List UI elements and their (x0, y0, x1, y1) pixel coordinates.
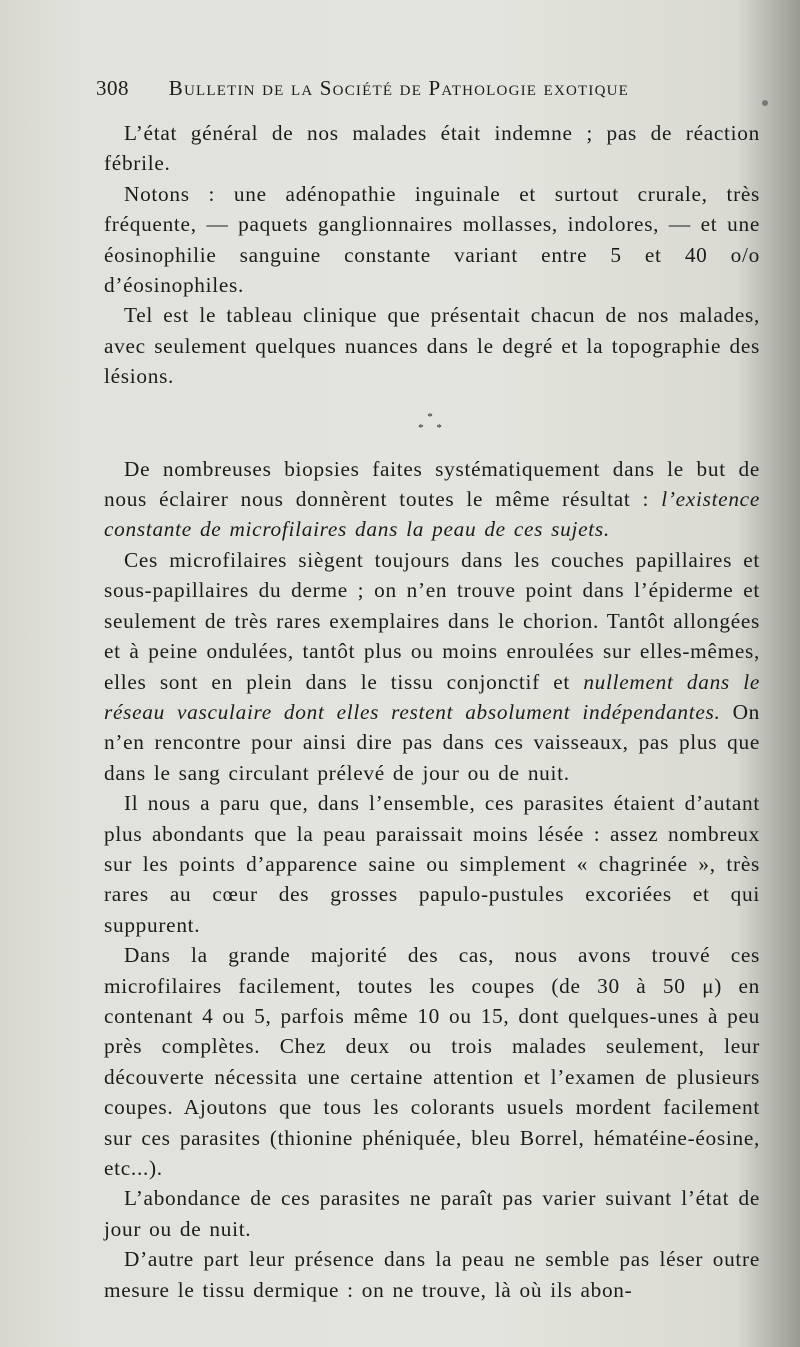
location-text-b: On n’en rencontre pour ainsi dire pas dans ces vaisseaux, pas plus que dans le sang circulant prélevé de jour ou de nuit. (104, 699, 760, 785)
journal-title: Bulletin de la Société de Pathologie exotique (168, 76, 630, 100)
separator-stars-bottom: * * (418, 421, 446, 434)
paragraph-dermal-tissue: D’autre part leur présence dans la peau ne semble pas léser outre mesure le tissu dermique : on ne trouve, là où ils abon- (104, 1247, 760, 1302)
separator-star-top: * (427, 410, 437, 423)
paragraph-biopsies (104, 454, 760, 545)
running-header (96, 76, 696, 101)
paragraph-general-state: L’état général de nos malades était indemne ; pas de réaction fébrile. (104, 121, 760, 176)
biopsies-emphasis: l’existence constante de microfilaires dans la peau de ces sujets. (104, 487, 760, 542)
ink-spot (762, 100, 768, 106)
biopsies-text: De nombreuses biopsies faites systématiquement dans le but de nous éclairer nous donnèrent toutes le même résultat : (104, 456, 760, 512)
paragraph-adenopathy: Notons : une adénopathie inguinale et surtout crurale, très fréquente, — paquets ganglionnaires mollasses, indolores, — et une éosinophilie sanguine constante variant entre 5 et 40 o/o d’éosinophiles. (104, 181, 760, 298)
location-emphasis: nullement dans le réseau vasculaire dont elles restent absolument indépendantes. (104, 669, 760, 724)
body-text (104, 118, 760, 1305)
page-number: 308 (96, 76, 129, 100)
paragraph-day-night: L’abondance de ces parasites ne paraît pas varier suivant l’état de jour ou de nuit. (104, 1186, 760, 1241)
paragraph-clinical-picture: Tel est le tableau clinique que présentait chacun de nos malades, avec seulement quelques nuances dans le degré et la topographie des lésions. (104, 303, 760, 389)
paragraph-abundance: Il nous a paru que, dans l’ensemble, ces parasites étaient d’autant plus abondants que la peau paraissait moins lésée : assez nombreux sur les points d’apparence saine ou simplement « chagrinée », très rares au cœur des grosses papulo-pustules excoriées et qui suppurent. (104, 791, 760, 937)
paragraph-majority-of-cases: Dans la grande majorité des cas, nous avons trouvé ces microfilaires facilement, toutes les coupes (de 30 à 50 μ) en contenant 4 ou 5, parfois même 10 ou 15, dont quelques-unes à peu près complètes. Chez deux ou trois malades seulement, leur découverte nécessita une certaine attention et l’examen de plusieurs coupes. Ajoutons que tous les colorants usuels mordent facilement sur ces parasites (thionine phéniquée, bleu Borrel, hématéine-éosine, etc...). (104, 943, 760, 1180)
section-separator (104, 412, 760, 434)
paragraph-microfilariae-location (104, 545, 760, 788)
location-text-a: Ces microfilaires siègent toujours dans les couches papillaires et sous-papillaires du derme ; on n’en trouve point dans l’épiderme et seulement de très rares exemplaires dans le chorion. Tantôt allongées et à peine ondulées, tantôt plus ou moins enroulées sur elles-mêmes, elles sont en plein dans le tissu conjonctif et (104, 547, 760, 694)
